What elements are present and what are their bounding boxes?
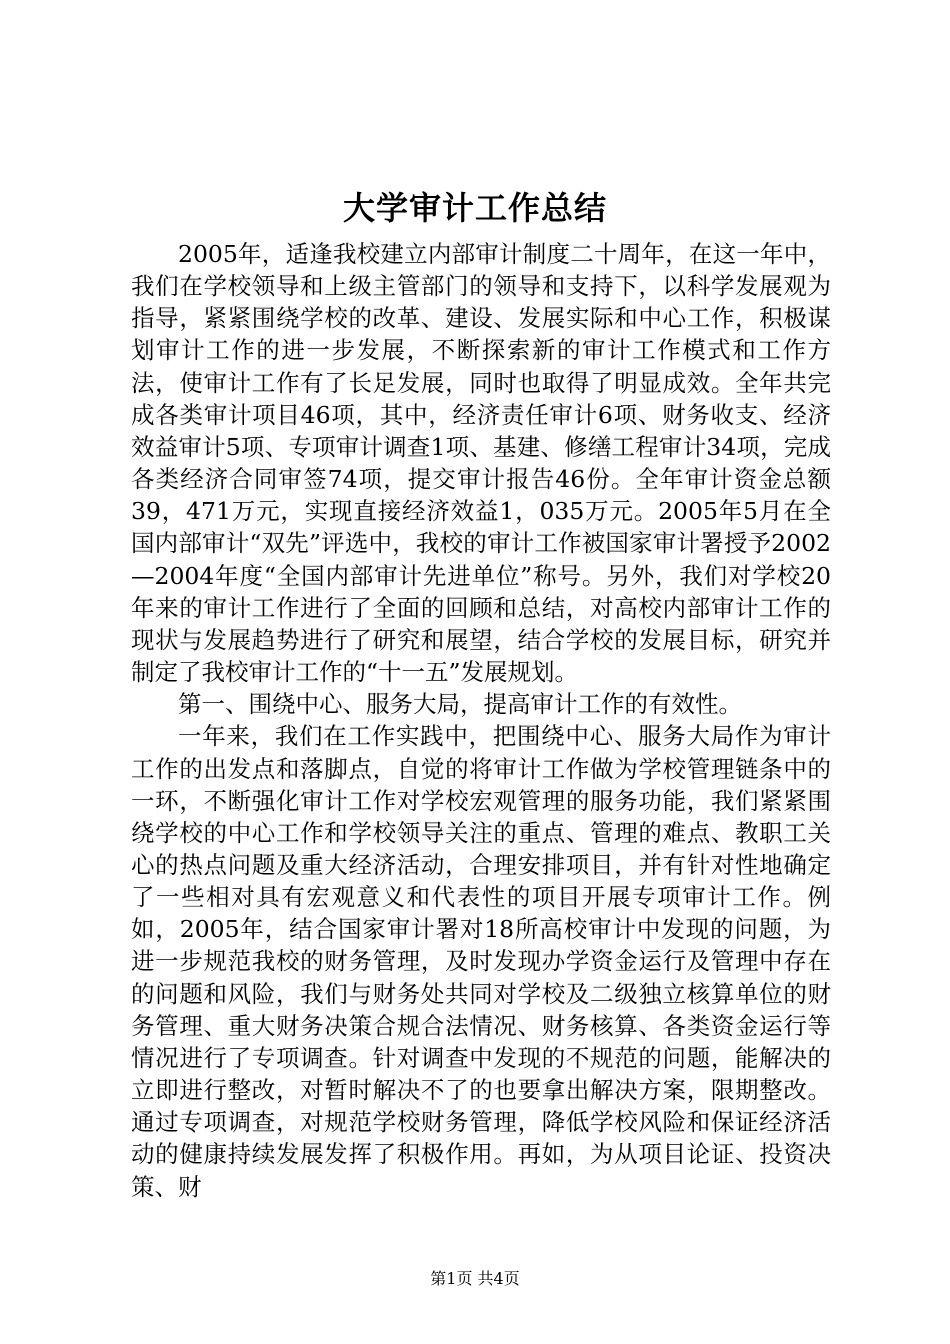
document-body (131, 238, 831, 1203)
section-heading-first: 第一、围绕中心、服务大局，提高审计工作的有效性。 (178, 690, 742, 719)
body-paragraph-section-one: 一年来，我们在工作实践中，把围绕中心、服务大局作为审计工作的出发点和落脚点，自觉的将审计工作做为学校管理链条中的一环，不断强化审计工作对学校宏观管理的服务功能，我们紧紧围绕学校的中心工作和学校领导关注的重点、管理的难点、教职工关心的热点问题及重大经济活动，合理安排项目，并有针对性地确定了一些相对具有宏观意义和代表性的项目开展专项审计工作。例如，2005年，结合国家审计署对18所高校审计中发现的问题，为进一步规范我校的财务管理，及时发现办学资金运行及管理中存在的问题和风险，我们与财务处共同对学校及二级独立核算单位的财务管理、重大财务决策合规合法情况、财务核算、各类资金运行等情况进行了专项调查。针对调查中发现的不规范的问题，能解决的立即进行整改，对暂时解决不了的也要拿出解决方案，限期整改。通过专项调查，对规范学校财务管理，降低学校风险和保证经济活动的健康持续发展发挥了积极作用。再如，为从项目论证、投资决策、财 (131, 722, 831, 1201)
document-title: 大学审计工作总结 (342, 189, 607, 227)
body-paragraph-intro: 2005年，适逢我校建立内部审计制度二十周年，在这一年中，我们在学校领导和上级主管部门的领导和支持下，以科学发展观为指导，紧紧围绕学校的改革、建设、发展实际和中心工作，积极谋划审计工作的进一步发展，不断探索新的审计工作模式和工作方法，使审计工作有了长足发展，同时也取得了明显成效。全年共完成各类审计项目46项，其中，经济责任审计6项、财务收支、经济效益审计5项、专项审计调查1项、基建、修缮工程审计34项，完成各类经济合同审签74项，提交审计报告46份。全年审计资金总额39，471万元，实现直接经济效益1，035万元。2005年5月在全国内部审计“双先”评选中，我校的审计工作被国家审计署授予2002—2004年度“全国内部审计先进单位”称号。另外，我们对学校20年来的审计工作进行了全面的回顾和总结，对高校内部审计工作的现状与发展趋势进行了研究和展望，结合学校的发展目标，研究并制定了我校审计工作的“十一五”发展规划。 (131, 240, 831, 687)
page-footer: 第1页 共4页 (430, 1269, 520, 1288)
